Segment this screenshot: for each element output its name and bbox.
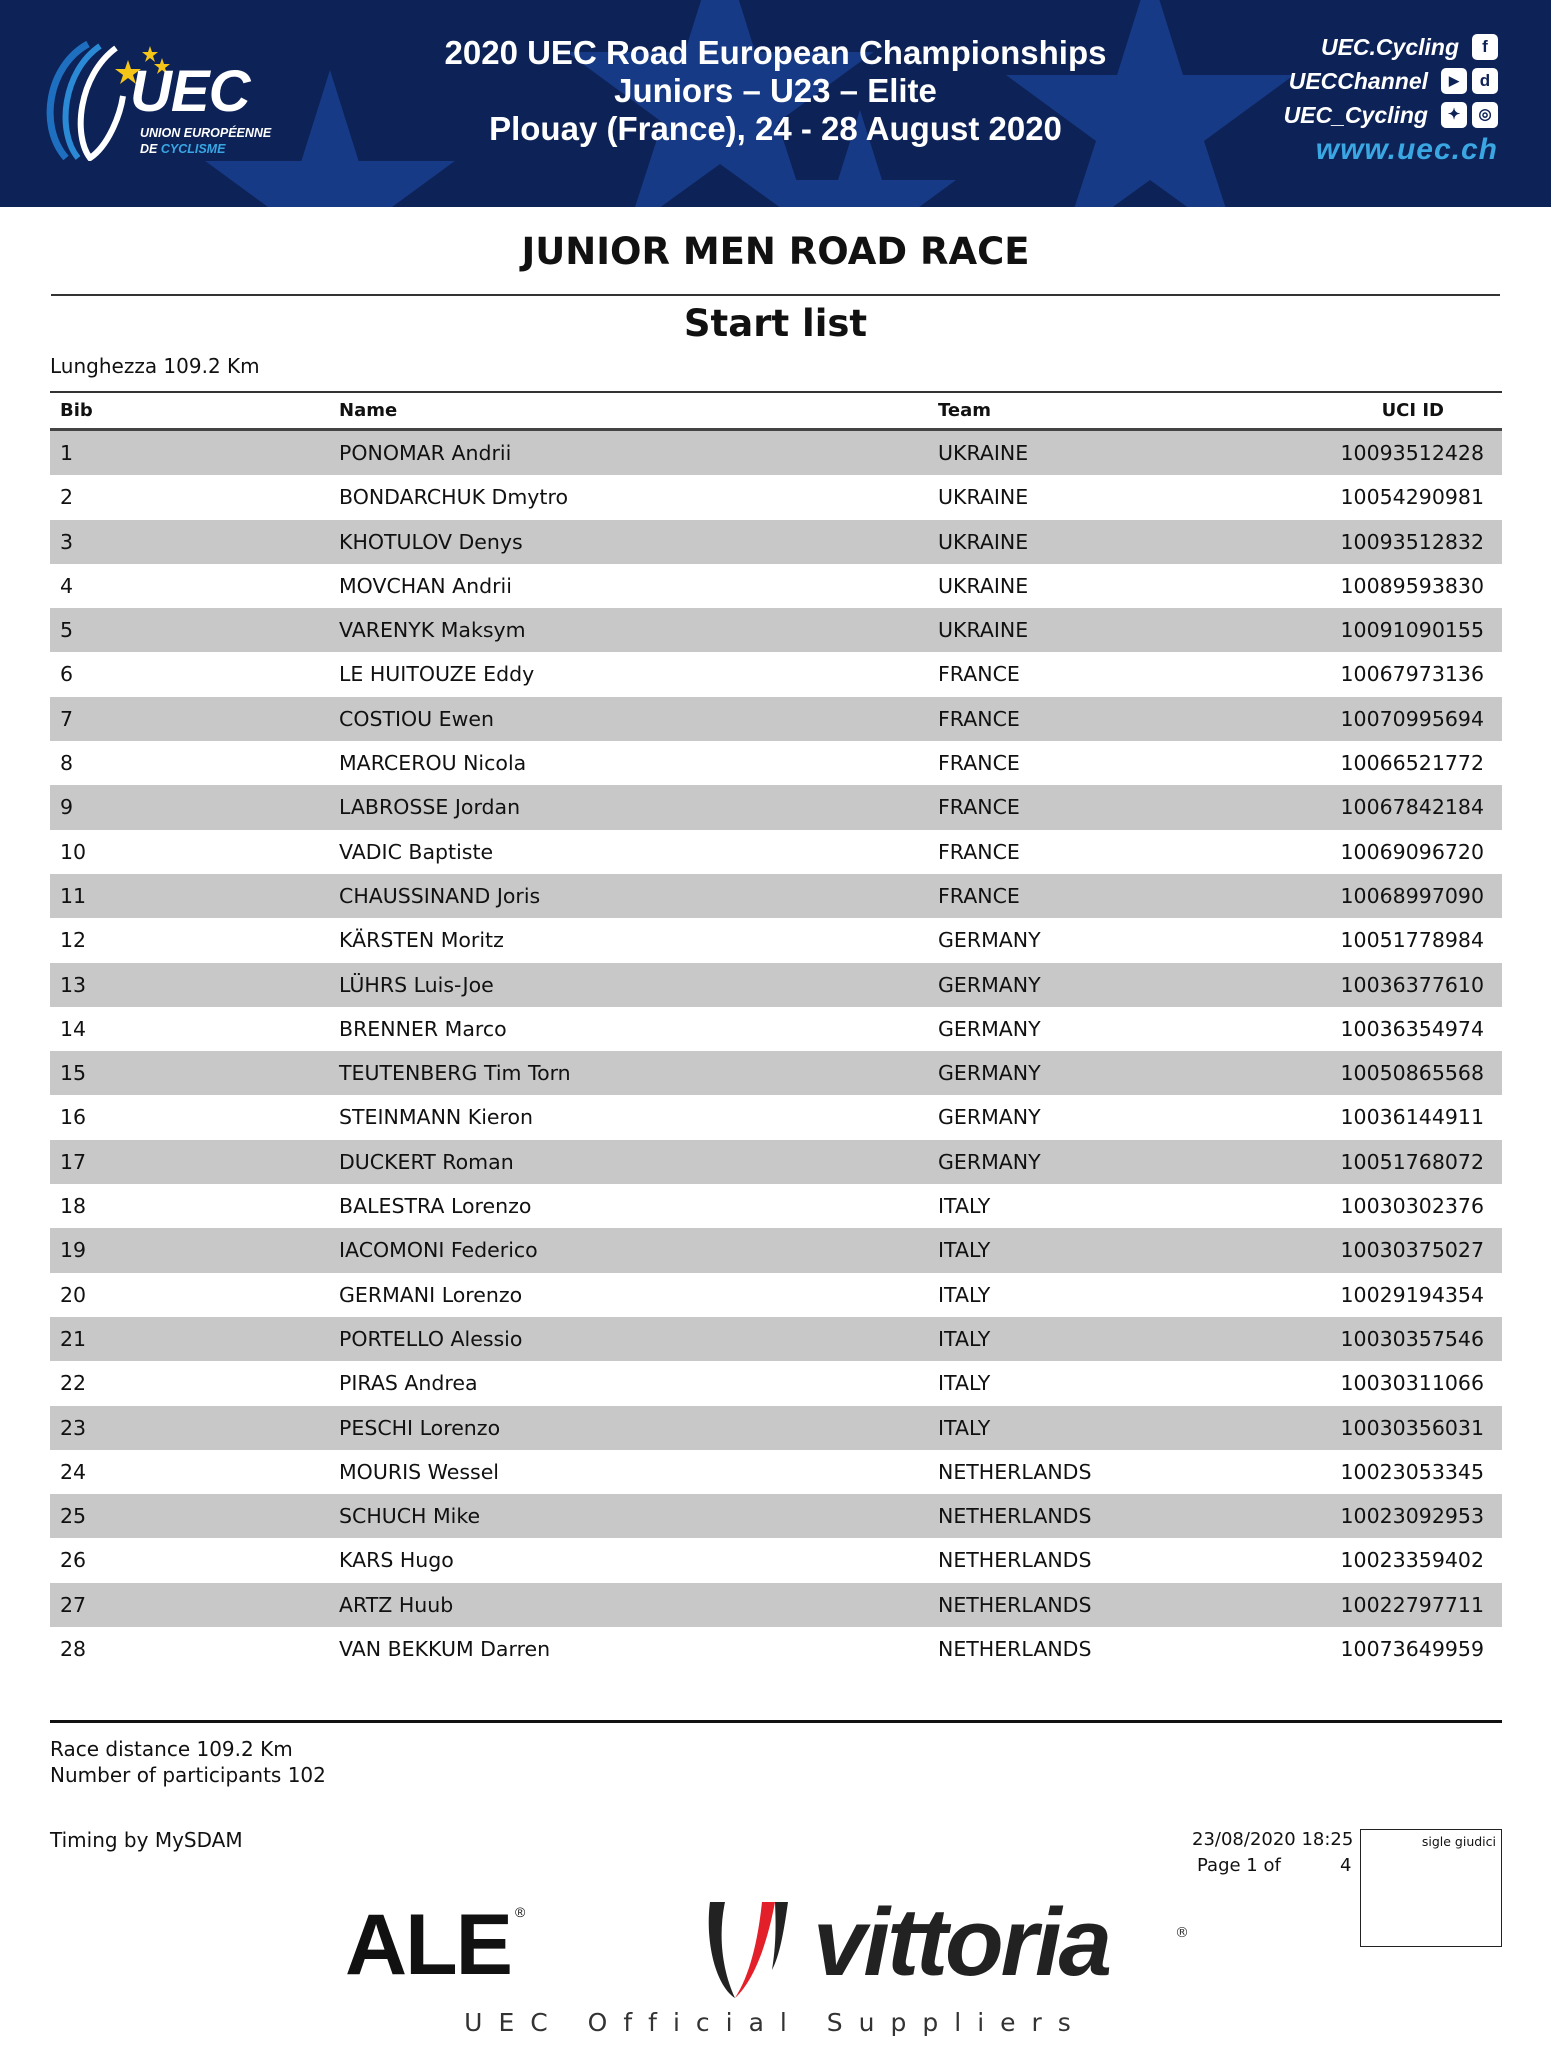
youtube-icon[interactable]: ▶ <box>1441 68 1467 94</box>
cell-uci-id: 10066521772 <box>1340 751 1484 776</box>
cell-bib: 21 <box>60 1326 87 1351</box>
cell-team: FRANCE <box>938 751 1020 776</box>
facebook-icon[interactable]: f <box>1472 34 1498 60</box>
vittoria-registered-mark: ® <box>1175 1925 1189 1941</box>
table-row <box>50 1273 1502 1317</box>
cell-bib: 14 <box>60 1016 87 1041</box>
social-row-youtube <box>1284 64 1498 98</box>
youtube-handle[interactable]: UECChannel <box>1288 68 1428 94</box>
cell-bib: 6 <box>60 662 74 687</box>
header-bib: Bib <box>60 400 93 421</box>
cell-team: FRANCE <box>938 883 1020 908</box>
cell-team: NETHERLANDS <box>938 1548 1092 1573</box>
cell-name: PIRAS Andrea <box>339 1371 478 1396</box>
cell-bib: 13 <box>60 972 87 997</box>
cell-uci-id: 10093512428 <box>1340 441 1484 465</box>
table-row <box>50 652 1502 696</box>
championship-title-line2: Juniors – U23 – Elite <box>614 72 937 109</box>
table-row <box>50 475 1502 519</box>
table-row <box>50 520 1502 564</box>
table-row <box>50 1095 1502 1139</box>
cell-team: FRANCE <box>938 839 1020 864</box>
table-row <box>50 1140 1502 1184</box>
page-label: Page 1 of <box>1197 1855 1281 1876</box>
cell-bib: 7 <box>60 706 74 731</box>
cell-name: MOURIS Wessel <box>339 1459 499 1484</box>
cell-bib: 8 <box>60 751 74 776</box>
table-row <box>50 1406 1502 1450</box>
start-list-table <box>50 391 1502 1671</box>
cell-name: CHAUSSINAND Joris <box>339 883 541 908</box>
table-row <box>50 1538 1502 1582</box>
cell-name: PORTELLO Alessio <box>339 1326 523 1351</box>
table-row <box>50 1583 1502 1627</box>
cell-uci-id: 10030302376 <box>1340 1194 1484 1219</box>
cell-uci-id: 10023092953 <box>1340 1504 1484 1529</box>
cell-uci-id: 10050865568 <box>1340 1061 1484 1086</box>
header-banner <box>0 0 1551 207</box>
table-row <box>50 1184 1502 1228</box>
championship-title-line3: Plouay (France), 24 - 28 August 2020 <box>489 110 1062 147</box>
race-distance: Race distance 109.2 Km <box>50 1737 293 1761</box>
table-row <box>50 963 1502 1007</box>
uec-logo-text: UEC <box>130 59 250 124</box>
cell-uci-id: 10030375027 <box>1340 1238 1484 1263</box>
cell-name: BONDARCHUK Dmytro <box>339 485 568 510</box>
print-datetime: 23/08/2020 18:25 <box>1192 1829 1354 1850</box>
cell-bib: 27 <box>60 1592 87 1617</box>
table-row <box>50 741 1502 785</box>
cell-uci-id: 10093512832 <box>1340 529 1484 554</box>
cell-name: PESCHI Lorenzo <box>339 1415 501 1440</box>
table-body <box>50 431 1502 1671</box>
cell-team: NETHERLANDS <box>938 1459 1092 1484</box>
cell-uci-id: 10091090155 <box>1340 618 1484 643</box>
cell-name: LÜHRS Luis-Joe <box>339 972 494 997</box>
table-row <box>50 608 1502 652</box>
cell-uci-id: 10068997090 <box>1340 883 1484 908</box>
cell-team: FRANCE <box>938 706 1020 731</box>
cell-uci-id: 10036377610 <box>1340 972 1484 997</box>
signature-label: sigle giudici <box>1421 1834 1496 1849</box>
cell-name: SCHUCH Mike <box>339 1504 481 1529</box>
official-suppliers-tagline: UEC Official Suppliers <box>464 2008 1087 2037</box>
cell-uci-id: 10023053345 <box>1340 1459 1484 1484</box>
cell-bib: 9 <box>60 795 74 820</box>
table-row <box>50 830 1502 874</box>
cell-bib: 2 <box>60 485 74 510</box>
uec-logo-de: DE <box>140 142 161 156</box>
cell-name: VARENYK Maksym <box>339 618 526 643</box>
race-title: JUNIOR MEN ROAD RACE <box>521 230 1030 273</box>
cell-uci-id: 10051778984 <box>1340 928 1484 953</box>
cell-name: IACOMONI Federico <box>339 1238 538 1263</box>
table-row <box>50 1051 1502 1095</box>
cell-uci-id: 10029194354 <box>1340 1282 1484 1307</box>
website-link[interactable]: www.uec.ch <box>1315 133 1498 166</box>
header-uci-id: UCI ID <box>1381 400 1444 421</box>
race-length: Lunghezza 109.2 Km <box>50 354 260 378</box>
vittoria-swoosh-icon <box>700 1900 810 2000</box>
cell-name: STEINMANN Kieron <box>339 1105 534 1130</box>
footer-divider <box>50 1720 1502 1723</box>
cell-bib: 15 <box>60 1061 87 1086</box>
facebook-handle[interactable]: UEC.Cycling <box>1320 34 1459 60</box>
cell-team: UKRAINE <box>938 485 1029 510</box>
table-row <box>50 1361 1502 1405</box>
table-row <box>50 1317 1502 1361</box>
cell-team: FRANCE <box>938 662 1020 687</box>
table-row <box>50 785 1502 829</box>
cell-team: FRANCE <box>938 795 1020 820</box>
cell-uci-id: 10073649959 <box>1340 1637 1484 1662</box>
cell-uci-id: 10069096720 <box>1340 839 1484 864</box>
table-header <box>50 391 1502 431</box>
cell-uci-id: 10030311066 <box>1340 1371 1484 1396</box>
cell-team: GERMANY <box>938 1105 1041 1130</box>
cell-team: ITALY <box>938 1238 991 1263</box>
cell-uci-id: 10067973136 <box>1340 662 1484 687</box>
table-row <box>50 1228 1502 1272</box>
vittoria-logo-text: vittoria <box>813 1889 1110 1996</box>
cell-team: GERMANY <box>938 928 1041 953</box>
cell-uci-id: 10022797711 <box>1340 1592 1484 1617</box>
table-row <box>50 697 1502 741</box>
cell-team: GERMANY <box>938 972 1041 997</box>
table-row <box>50 564 1502 608</box>
instagram-icon[interactable]: ◎ <box>1472 102 1498 128</box>
cell-team: NETHERLANDS <box>938 1504 1092 1529</box>
cell-uci-id: 10030356031 <box>1340 1415 1484 1440</box>
social-links <box>1284 30 1498 168</box>
cell-team: GERMANY <box>938 1016 1041 1041</box>
cell-uci-id: 10054290981 <box>1340 485 1484 510</box>
ale-logo-text: ALE <box>345 1897 511 1993</box>
championship-title-line1: 2020 UEC Road European Championships <box>444 34 1107 71</box>
cell-bib: 28 <box>60 1637 87 1662</box>
cell-name: LE HUITOUZE Eddy <box>339 662 535 687</box>
cell-uci-id: 10051768072 <box>1340 1149 1484 1174</box>
cell-bib: 10 <box>60 839 87 864</box>
twitter-handle[interactable]: UEC_Cycling <box>1283 102 1428 128</box>
cell-uci-id: 10036354974 <box>1340 1016 1484 1041</box>
cell-name: DUCKERT Roman <box>339 1149 514 1174</box>
table-row <box>50 1007 1502 1051</box>
header-team: Team <box>938 400 991 421</box>
cell-team: ITALY <box>938 1371 991 1396</box>
cell-name: KARS Hugo <box>339 1548 454 1573</box>
cell-uci-id: 10023359402 <box>1340 1548 1484 1573</box>
cell-uci-id: 10089593830 <box>1340 573 1484 598</box>
cell-name: BRENNER Marco <box>339 1016 507 1041</box>
social-row-twitter <box>1284 98 1498 132</box>
cell-team: ITALY <box>938 1282 991 1307</box>
table-row <box>50 1450 1502 1494</box>
cell-bib: 25 <box>60 1504 87 1529</box>
cell-team: UKRAINE <box>938 618 1029 643</box>
cell-team: NETHERLANDS <box>938 1637 1092 1662</box>
cell-name: MOVCHAN Andrii <box>339 573 512 598</box>
cell-bib: 16 <box>60 1105 87 1130</box>
cell-name: VAN BEKKUM Darren <box>339 1637 551 1662</box>
cell-uci-id: 10036144911 <box>1340 1105 1484 1130</box>
table-row <box>50 1494 1502 1538</box>
cell-team: UKRAINE <box>938 529 1029 554</box>
cell-name: VADIC Baptiste <box>339 839 494 864</box>
cell-name: KHOTULOV Denys <box>339 529 523 554</box>
cell-name: TEUTENBERG Tim Torn <box>339 1061 571 1086</box>
cell-name: KÄRSTEN Moritz <box>339 928 504 953</box>
cell-bib: 22 <box>60 1371 87 1396</box>
cell-bib: 20 <box>60 1282 87 1307</box>
cell-bib: 26 <box>60 1548 87 1573</box>
cell-bib: 1 <box>60 441 74 465</box>
cell-name: BALESTRA Lorenzo <box>339 1194 532 1219</box>
cell-bib: 4 <box>60 573 74 598</box>
twitter-icon[interactable]: ✦ <box>1441 102 1467 128</box>
table-row <box>50 874 1502 918</box>
ale-registered-mark: ® <box>515 1904 524 1920</box>
table-row <box>50 1627 1502 1671</box>
cell-name: GERMANI Lorenzo <box>339 1282 523 1307</box>
uec-logo-subtitle: UNION EUROPÉENNE <box>140 126 272 140</box>
cell-team: UKRAINE <box>938 441 1029 465</box>
cell-bib: 18 <box>60 1194 87 1219</box>
cell-team: GERMANY <box>938 1061 1041 1086</box>
header-name: Name <box>339 400 398 421</box>
cell-bib: 3 <box>60 529 74 554</box>
cell-bib: 11 <box>60 883 87 908</box>
cell-name: COSTIOU Ewen <box>339 706 495 731</box>
table-row <box>50 431 1502 475</box>
cell-bib: 19 <box>60 1238 87 1263</box>
cell-name: ARTZ Huub <box>339 1592 454 1617</box>
cell-team: ITALY <box>938 1194 991 1219</box>
participants-count: Number of participants 102 <box>50 1763 326 1787</box>
cell-team: ITALY <box>938 1415 991 1440</box>
cell-uci-id: 10030357546 <box>1340 1326 1484 1351</box>
cell-name: LABROSSE Jordan <box>339 795 521 820</box>
social-row-facebook <box>1284 30 1498 64</box>
title-divider <box>51 294 1500 296</box>
timing-credit: Timing by MySDAM <box>50 1828 243 1852</box>
page-subtitle: Start list <box>683 302 868 345</box>
cell-bib: 5 <box>60 618 74 643</box>
cell-team: GERMANY <box>938 1149 1041 1174</box>
cell-team: UKRAINE <box>938 573 1029 598</box>
cell-team: NETHERLANDS <box>938 1592 1092 1617</box>
cell-name: PONOMAR Andrii <box>339 441 512 465</box>
cell-bib: 17 <box>60 1149 87 1174</box>
dailymotion-icon[interactable]: d <box>1472 68 1498 94</box>
cell-bib: 24 <box>60 1459 87 1484</box>
ale-logo <box>345 1897 524 1993</box>
cell-bib: 23 <box>60 1415 87 1440</box>
judges-signature-box <box>1360 1829 1502 1947</box>
cell-uci-id: 10070995694 <box>1340 706 1484 731</box>
cell-uci-id: 10067842184 <box>1340 795 1484 820</box>
cell-name: MARCEROU Nicola <box>339 751 527 776</box>
table-row <box>50 918 1502 962</box>
cell-team: ITALY <box>938 1326 991 1351</box>
cell-bib: 12 <box>60 928 87 953</box>
page-total: 4 <box>1340 1855 1352 1876</box>
uec-logo-cyclisme: CYCLISME <box>160 142 226 156</box>
